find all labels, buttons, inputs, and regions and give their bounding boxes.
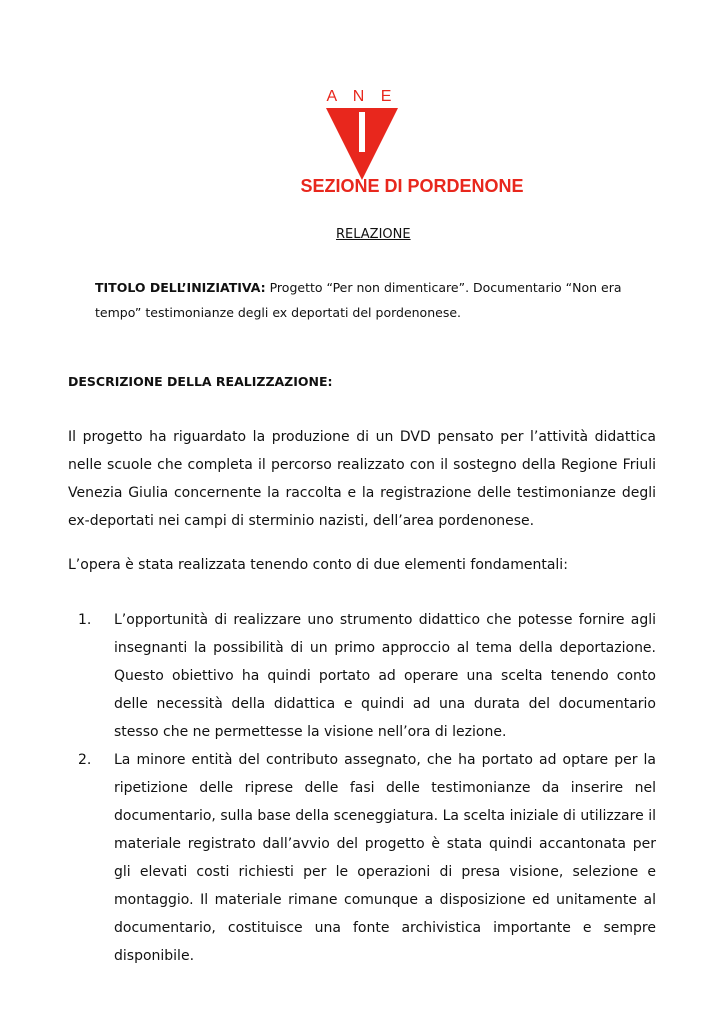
aned-triangle-logo-icon xyxy=(326,108,398,180)
list-item-text: La minore entità del contributo assegnato, che ha portato ad optare per la ripetizione delle riprese delle fasi delle testimonianze da inserire nel documentario, sulla base della sceneggiatura. La scelta iniziale di utilizzare il materiale registrato dall’avvio del progetto è stata quindi accantonata per gli elevati costi richiesti per le operazioni di presa visione, selezione e montaggio. Il materiale rimane comunque a disposizione ed unitamente al documentario, costituisce una fonte archivistica importante e sempre disponibile. xyxy=(114,752,656,964)
list-item-text: L’opportunità di realizzare uno strumento didattico che potesse fornire agli insegnanti la possibilità di un primo approccio al tema della deportazione. Questo obiettivo ha quindi portato ad operare una scelta tenendo conto delle necessità della didattica e quindi ad una durata del documentario stesso che ne permettesse la visione nell’ora di lezione. xyxy=(114,612,656,740)
list-item xyxy=(68,746,656,970)
list-item-number: 2. xyxy=(78,752,92,768)
aned-logo xyxy=(326,88,398,184)
description-heading: DESCRIZIONE DELLA REALIZZAZIONE: xyxy=(68,374,333,389)
section-title: SEZIONE DI PORDENONE xyxy=(300,176,524,196)
description-paragraph-1: Il progetto ha riguardato la produzione di un DVD pensato per l’attività didattica nelle scuole che completa il percorso realizzato con il sostegno della Regione Friuli Venezia Giulia concernente la raccolta e la registrazione delle testimonianze degli ex-deportati nei campi di sterminio nazisti, dell’area pordenonese. xyxy=(68,429,656,529)
report-title: RELAZIONE xyxy=(336,227,411,242)
elements-list xyxy=(68,606,656,970)
initiative-block xyxy=(95,275,655,325)
list-item-number: 1. xyxy=(78,612,92,628)
initiative-label: TITOLO DELL’INIZIATIVA: xyxy=(95,280,266,295)
description-paragraph-2: L’opera è stata realizzata tenendo conto di due elementi fondamentali: xyxy=(68,557,568,573)
list-item xyxy=(68,606,656,746)
logo-letters: A N E xyxy=(326,88,398,105)
initiative-text: Progetto “Per non dimenticare”. Documentario “Non era tempo” testimonianze degli ex deportati del pordenonese. xyxy=(95,280,622,320)
